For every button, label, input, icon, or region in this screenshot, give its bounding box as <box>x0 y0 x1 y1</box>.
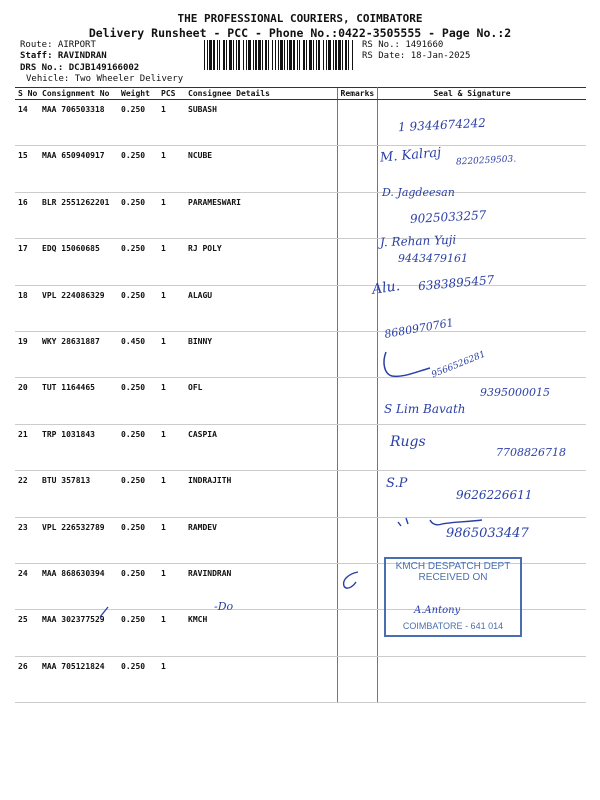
table-row <box>15 239 586 285</box>
cell-consignee: PARAMESWARI <box>185 192 337 238</box>
handwritten-r18-signature: Alu. <box>371 278 402 298</box>
cell-weight: 0.250 <box>118 424 158 470</box>
cell-weight: 0.250 <box>118 100 158 146</box>
handwritten-r24-phone: 9865033447 <box>446 526 529 541</box>
table-row <box>15 285 586 331</box>
company-title: THE PROFESSIONAL COURIERS, COIMBATORE <box>177 12 423 25</box>
cell-remarks <box>337 239 377 285</box>
cell-consignee: INDRAJITH <box>185 471 337 517</box>
handwritten-r15-phone: 8220259503. <box>455 154 517 168</box>
cell-consignee: KMCH <box>185 610 337 656</box>
cell-remarks <box>337 192 377 238</box>
cell-pcs: 1 <box>158 146 185 192</box>
cell-remarks <box>337 610 377 656</box>
rs-date: RS Date: 18-Jan-2025 <box>362 51 471 61</box>
col-header-consignee: Consignee Details <box>185 88 337 100</box>
col-header-remarks: Remarks <box>337 88 377 100</box>
cell-pcs: 1 <box>158 331 185 377</box>
cell-consignment: MAA 705121824 <box>39 656 118 702</box>
cell-sno: 22 <box>15 471 39 517</box>
cell-sno: 24 <box>15 563 39 609</box>
cell-sno: 18 <box>15 285 39 331</box>
cell-remarks <box>337 378 377 424</box>
cell-consignee: SUBASH <box>185 100 337 146</box>
cell-sno: 14 <box>15 100 39 146</box>
cell-sno: 23 <box>15 517 39 563</box>
cell-weight: 0.450 <box>118 331 158 377</box>
cell-consignment: MAA 706503318 <box>39 100 118 146</box>
table-header-row <box>15 88 586 100</box>
cell-weight: 0.250 <box>118 656 158 702</box>
cell-sno: 19 <box>15 331 39 377</box>
cell-pcs: 1 <box>158 285 185 331</box>
rs-number: RS No.: 1491660 <box>362 40 444 50</box>
handwritten-r26-ditto: -Do <box>214 600 234 613</box>
table-row <box>15 656 586 702</box>
table-row <box>15 378 586 424</box>
handwritten-r17-name: J. Rehan Yuji <box>379 232 457 250</box>
handwritten-r16-name: D. Jagdeesan <box>382 186 455 199</box>
table-row <box>15 100 586 146</box>
handwritten-r22-phone: 7708826718 <box>496 446 566 459</box>
handwritten-r20-signature <box>380 348 432 382</box>
handwritten-r21-phone: 9395000015 <box>480 386 550 399</box>
barcode-image <box>204 40 354 70</box>
staff-label: Staff: RAVINDRAN <box>20 51 107 61</box>
handwritten-r23-phone: 9626226611 <box>456 488 533 502</box>
handwritten-r25-mark <box>338 570 364 592</box>
cell-weight: 0.250 <box>118 192 158 238</box>
col-header-consignment: Consignment No <box>39 88 118 100</box>
cell-weight: 0.250 <box>118 378 158 424</box>
cell-consignment: EDQ 15060685 <box>39 239 118 285</box>
cell-weight: 0.250 <box>118 610 158 656</box>
cell-pcs: 1 <box>158 378 185 424</box>
cell-sno: 21 <box>15 424 39 470</box>
cell-remarks <box>337 100 377 146</box>
cell-consignment: TRP 1031843 <box>39 424 118 470</box>
handwritten-r15-name: M. Kalraj <box>379 145 442 166</box>
handwritten-r18-phone: 6383895457 <box>417 272 495 294</box>
handwritten-r21-name: S Lim Bavath <box>384 402 466 416</box>
cell-sno: 20 <box>15 378 39 424</box>
handwritten-r17-phone: 9443479161 <box>398 252 468 265</box>
cell-consignee <box>185 656 337 702</box>
cell-consignee: RJ POLY <box>185 239 337 285</box>
cell-weight: 0.250 <box>118 146 158 192</box>
cell-pcs: 1 <box>158 239 185 285</box>
cell-sno: 15 <box>15 146 39 192</box>
cell-remarks <box>337 656 377 702</box>
handwritten-r14: 1 9344674242 <box>397 115 487 135</box>
cell-remarks <box>337 146 377 192</box>
cell-consignee: RAMDEV <box>185 517 337 563</box>
col-header-weight: Weight <box>118 88 158 100</box>
table-row <box>15 192 586 238</box>
cell-remarks <box>337 331 377 377</box>
cell-remarks <box>337 471 377 517</box>
cell-consignment: BLR 2551262201 <box>39 192 118 238</box>
cell-consignee: RAVINDRAN <box>185 563 337 609</box>
table-row <box>15 331 586 377</box>
cell-sno: 25 <box>15 610 39 656</box>
cell-sno: 26 <box>15 656 39 702</box>
stamp-dept-text: KMCH DESPATCH DEPT <box>395 561 511 572</box>
cell-pcs: 1 <box>158 471 185 517</box>
vehicle-label: Vehicle: Two Wheeler Delivery <box>26 74 184 84</box>
route-label: Route: AIRPORT <box>20 40 96 50</box>
cell-pcs: 1 <box>158 424 185 470</box>
cell-consignee: BINNY <box>185 331 337 377</box>
col-header-sno: S No <box>15 88 39 100</box>
cell-pcs: 1 <box>158 100 185 146</box>
cell-pcs: 1 <box>158 517 185 563</box>
cell-weight: 0.250 <box>118 563 158 609</box>
cell-weight: 0.250 <box>118 471 158 517</box>
cell-consignment: VPL 226532789 <box>39 517 118 563</box>
cell-pcs: 1 <box>158 563 185 609</box>
cell-weight: 0.250 <box>118 517 158 563</box>
cell-consignee: CASPIA <box>185 424 337 470</box>
cell-consignment: MAA 650940917 <box>39 146 118 192</box>
cell-remarks <box>337 285 377 331</box>
cell-remarks <box>337 424 377 470</box>
handwritten-r19-phone: 8680970761 <box>383 316 455 341</box>
stamp-signature: A.Antony <box>414 605 461 616</box>
handwritten-r16-phone: 9025033257 <box>409 208 487 226</box>
table-row <box>15 146 586 192</box>
cell-consignment: TUT 1164465 <box>39 378 118 424</box>
cell-sno: 17 <box>15 239 39 285</box>
cell-consignment: MAA 868630394 <box>39 563 118 609</box>
cell-consignee: NCUBE <box>185 146 337 192</box>
cell-pcs: 1 <box>158 656 185 702</box>
cell-consignment: BTU 357813 <box>39 471 118 517</box>
cell-sno: 16 <box>15 192 39 238</box>
cell-signature <box>377 656 586 702</box>
cell-pcs: 1 <box>158 192 185 238</box>
cell-consignment: WKY 28631887 <box>39 331 118 377</box>
cell-consignment: MAA 302377529 <box>39 610 118 656</box>
handwritten-r23-signature: S.P <box>386 476 408 491</box>
received-stamp <box>384 557 522 637</box>
col-header-signature: Seal & Signature <box>377 88 586 100</box>
cell-remarks <box>337 517 377 563</box>
handwritten-r22-signature: Rugs <box>390 434 426 450</box>
cell-pcs: 1 <box>158 610 185 656</box>
cell-consignee: ALAGU <box>185 285 337 331</box>
drs-number: DRS No.: DCJB149166002 <box>20 63 140 73</box>
stamp-received-text: RECEIVED ON <box>418 572 488 583</box>
cell-consignment: VPL 224086329 <box>39 285 118 331</box>
cell-weight: 0.250 <box>118 239 158 285</box>
cell-consignee: OFL <box>185 378 337 424</box>
handwritten-tick-mark <box>98 606 110 618</box>
cell-weight: 0.250 <box>118 285 158 331</box>
handwritten-r20-phone: 9566526281 <box>430 349 488 381</box>
stamp-location-text: COIMBATORE - 641 014 <box>402 621 504 631</box>
runsheet-subtitle: Delivery Runsheet - PCC - Phone No.:0422-3505555 - Page No.:2 <box>88 26 512 40</box>
col-header-pcs: PCS <box>158 88 185 100</box>
